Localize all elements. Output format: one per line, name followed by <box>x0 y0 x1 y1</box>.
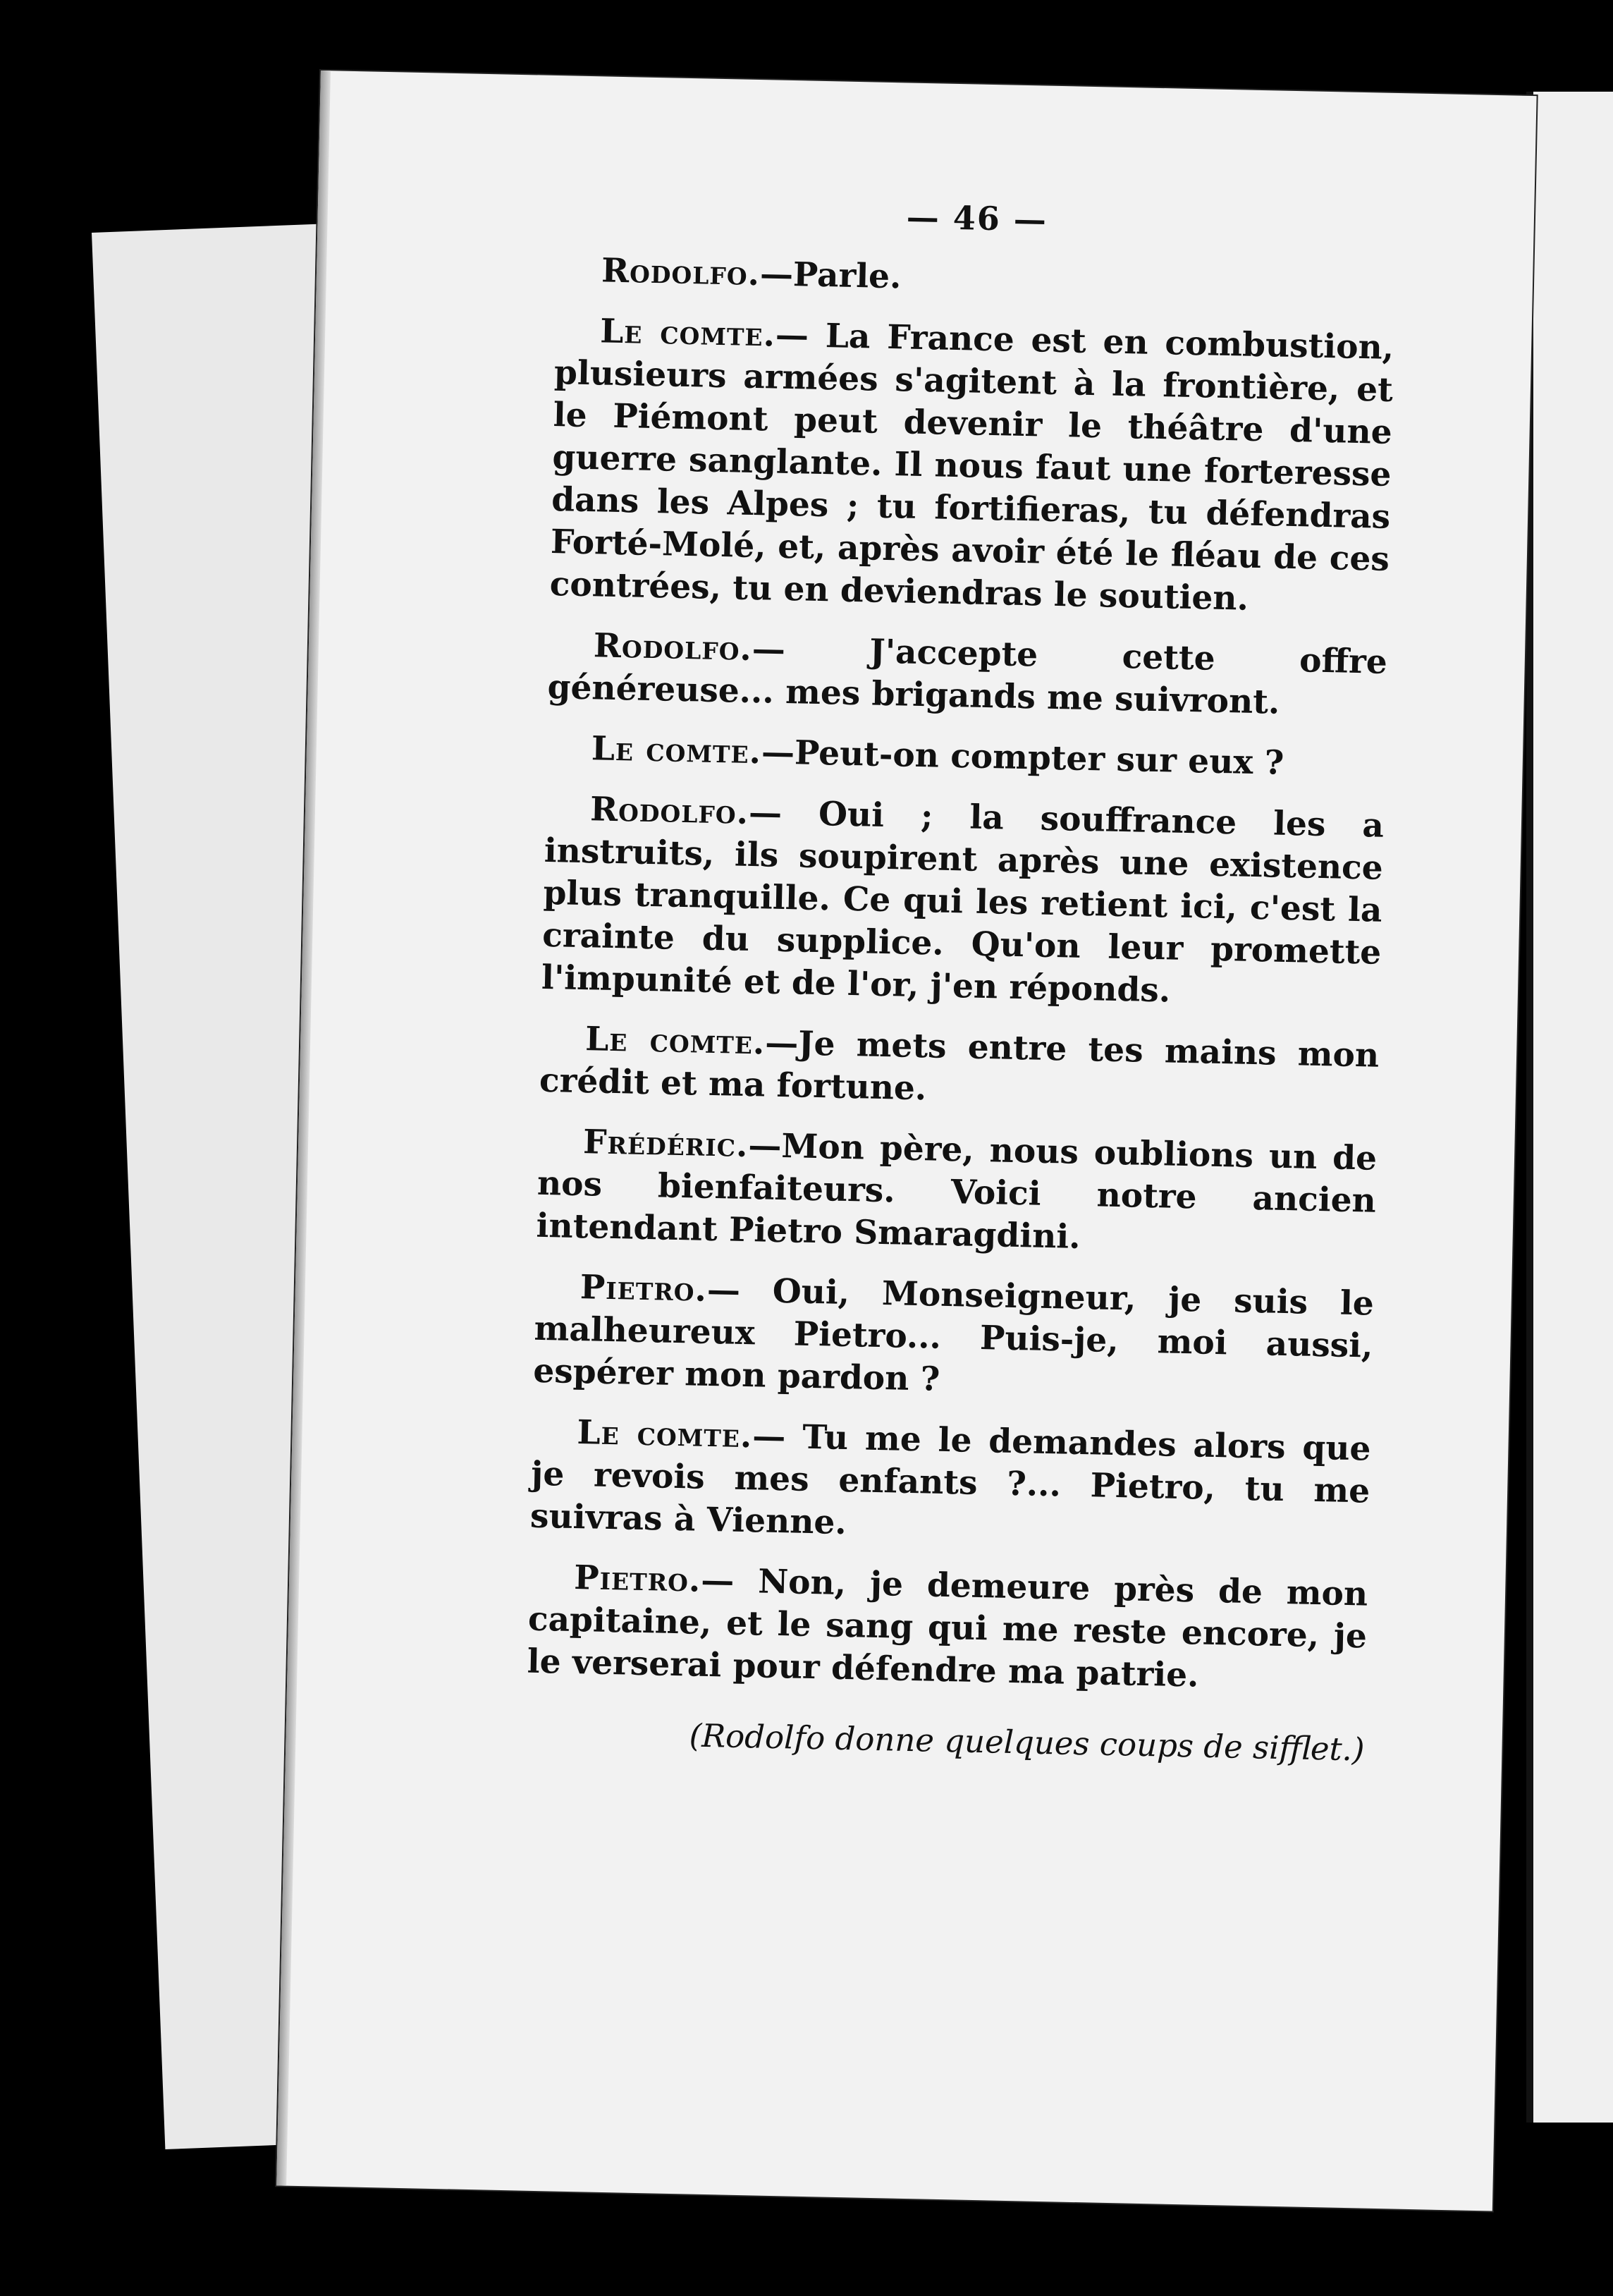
page-number: — 46 — <box>906 197 1048 239</box>
speech-text: — Non, je demeure près de mon capitaine, et le sang qui me reste encore, je le verserai pour défendre ma patrie. <box>527 1561 1368 1695</box>
dialogue-line <box>529 1411 1371 1556</box>
speaker-name: Rodolfo. <box>593 626 753 668</box>
speaker-name: Le comte. <box>591 729 762 772</box>
speaker-name: Pietro. <box>579 1268 708 1309</box>
book-page <box>276 71 1536 2211</box>
speaker-name: Rodolfo. <box>601 251 761 294</box>
speaker-name: Pietro. <box>573 1558 701 1600</box>
speech-text: — J'accepte cette offre généreuse... mes brigands me suivront. <box>547 630 1388 722</box>
speech-text: —Parle. <box>759 255 902 297</box>
speaker-name: Le comte. <box>577 1413 753 1456</box>
dialogue-line <box>549 310 1394 623</box>
speech-text: —Mon père, nous oublions un de nos bienfaiteurs. Voici notre ancien intendant Pietro Smaragdini. <box>536 1126 1378 1257</box>
speech-text: —Je mets entre tes mains mon crédit et ma fortune. <box>539 1023 1380 1109</box>
stage-direction: (Rodolfo donne quelques coups de sifflet.) <box>689 1716 1366 1769</box>
speaker-name: Le comte. <box>584 1020 766 1063</box>
dialogue-line <box>539 1018 1379 1120</box>
dialogue-line <box>527 1556 1368 1701</box>
dialogue-line <box>533 1266 1375 1410</box>
speaker-name: Rodolfo. <box>589 790 749 832</box>
dialogue-line <box>556 249 1396 309</box>
speech-text: — La France est en combustion, plusieurs armées s'agitent à la frontière, et le Piémont peut devenir le théâtre d'une guerre sanglante. Il nous faut une forteresse dans les Alpes ; tu fortifieras, tu défendras Forté-Molé, et, après avoir été le fléau de ces contrées, tu en deviendras le soutien. <box>549 315 1394 618</box>
dialogue-line <box>536 1120 1378 1265</box>
speaker-name: Le comte. <box>599 312 776 355</box>
speaker-name: Frédéric. <box>582 1123 749 1166</box>
page-text <box>525 188 1397 1802</box>
speech-text: — Tu me le demandes alors que je revois mes enfants ?... Pietro, tu me suivras à Vienne. <box>529 1417 1371 1543</box>
speech-text: —Peut-on compter sur eux ? <box>761 733 1284 783</box>
dialogue-line <box>546 727 1385 787</box>
speech-text: — Oui, Monseigneur, je suis le malheureux Pietro... Puis-je, moi aussi, espérer mon pardon ? <box>532 1270 1375 1399</box>
dialogue-line <box>541 788 1384 1017</box>
speech-text: — Oui ; la souffrance les a instruits, ils soupirent après une existence plus tranquille. Ce qui les retient ici, c'est la crainte du supplice. Qu'on leur promette l'impunité et de l'or, j'en réponds. <box>541 793 1385 1010</box>
dialogue-line <box>547 624 1387 726</box>
adjacent-page-strip <box>1526 92 1613 2123</box>
